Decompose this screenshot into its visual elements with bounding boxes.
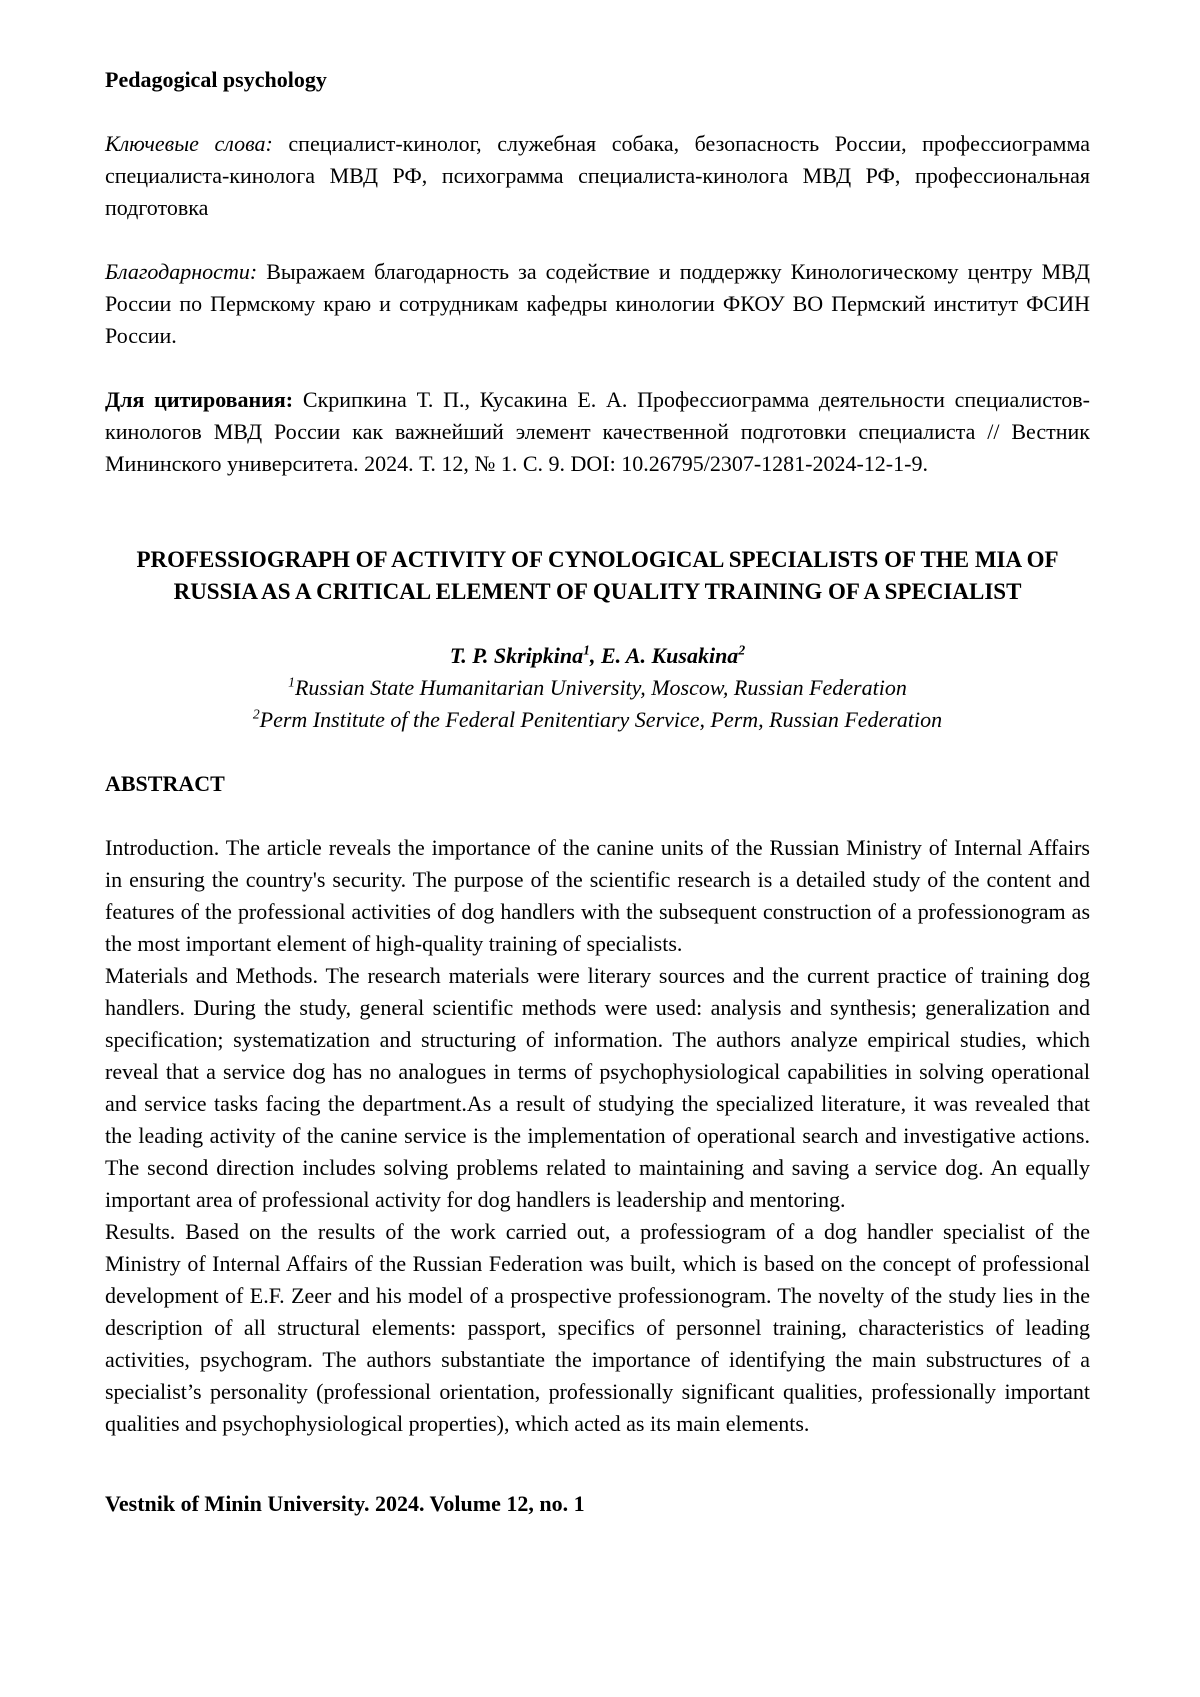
citation-label: Для цитирования: <box>105 387 294 412</box>
abstract-results-label: Results. <box>105 1219 176 1244</box>
abstract-materials-methods <box>105 960 1090 1216</box>
keywords-text: специалист-кинолог, служебная собака, безопасность России, профессиограмма специалиста-кинолога МВД РФ, психограмма специалиста-кинолога МВД РФ, профессиональная подготовка <box>105 131 1091 220</box>
citation-text: Скрипкина Т. П., Кусакина Е. А. Профессиограмма деятельности специалистов-кинологов МВД России как важнейший элемент качественной подготовки специалиста // Вестник Мининского университета. 2024. Т. 12, № 1. С. 9. DOI: 10.26795/2307-1281-2024-12-1-9. <box>105 387 1091 476</box>
running-head: Pedagogical psychology <box>105 67 327 92</box>
authors-line <box>105 640 1090 672</box>
abstract-heading: ABSTRACT <box>105 771 225 796</box>
keywords-label: Ключевые слова: <box>105 131 273 156</box>
acknowledgments-text: Выражаем благодарность за содействие и поддержку Кинологическому центру МВД России по Пермскому краю и сотрудникам кафедры кинологии ФКОУ ВО Пермский институт ФСИН России. <box>105 259 1090 348</box>
affiliation-1-marker: 1 <box>288 674 295 690</box>
citation-paragraph <box>105 384 1090 480</box>
affiliation-2-marker: 2 <box>252 706 260 722</box>
abstract-body <box>105 832 1090 1440</box>
acknowledgments-paragraph <box>105 256 1090 352</box>
abstract-materials-methods-label: Materials and Methods. <box>105 963 318 988</box>
article-title: PROFESSIOGRAPH OF ACTIVITY OF CYNOLOGICAL SPECIALISTS OF THE MIA OF RUSSIA AS A CRITICAL ELEMENT OF QUALITY TRAINING OF A SPECIALIST <box>136 547 1059 604</box>
author-2-name: E. A. Kusakina <box>600 643 739 668</box>
abstract-results-text: Based on the results of the work carried out, a professiogram of a dog handler specialist of the Ministry of Internal Affairs of the Russian Federation was built, which is based on the concept of professional development of E.F. Zeer and his model of a prospective professionogram. The novelty of the study lies in the description of all structural elements: passport, specifics of personnel training, characteristics of leading activities, psychogram. The authors substantiate the importance of identifying the main substructures of a specialist’s personality (professional orientation, professionally significant qualities, professionally important qualities and psychophysiological properties), which acted as its main elements. <box>105 1219 1091 1436</box>
author-1-affiliation-marker: 1 <box>583 642 590 658</box>
abstract-introduction-text: The article reveals the importance of the canine units of the Russian Ministry of Internal Affairs in ensuring the country's security. The purpose of the scientific research is a detailed study of the content and features of the professional activities of dog handlers with the subsequent construction of a professionogram as the most important element of high-quality training of specialists. <box>105 835 1090 956</box>
abstract-results <box>105 1216 1090 1440</box>
abstract-materials-methods-text: The research materials were literary sources and the current practice of training dog handlers. During the study, general scientific methods were used: analysis and synthesis; generalization and specification; systematization and structuring of information. The authors analyze empirical studies, which reveal that a service dog has no analogues in terms of psychophysiological capabilities in solving operational and service tasks facing the department.As a result of studying the specialized literature, it was revealed that the leading activity of the canine service is the implementation of operational search and investigative actions. The second direction includes solving problems related to maintaining and saving a service dog. An equally important area of professional activity for dog handlers is leadership and mentoring. <box>105 963 1090 1212</box>
affiliation-1 <box>105 672 1090 704</box>
affiliation-2-text: Perm Institute of the Federal Penitentiary Service, Perm, Russian Federation <box>259 707 943 732</box>
affiliation-1-text: Russian State Humanitarian University, Moscow, Russian Federation <box>294 675 907 700</box>
abstract-introduction-label: Introduction. <box>105 835 220 860</box>
abstract-introduction <box>105 832 1090 960</box>
authors-separator: , <box>589 643 601 668</box>
affiliation-2 <box>105 704 1090 736</box>
acknowledgments-label: Благодарности: <box>105 259 258 284</box>
keywords-paragraph <box>105 128 1090 224</box>
journal-footer: Vestnik of Minin University. 2024. Volume 12, no. 1 <box>105 1491 585 1516</box>
author-1-name: T. P. Skripkina <box>449 643 584 668</box>
author-2-affiliation-marker: 2 <box>738 642 746 658</box>
